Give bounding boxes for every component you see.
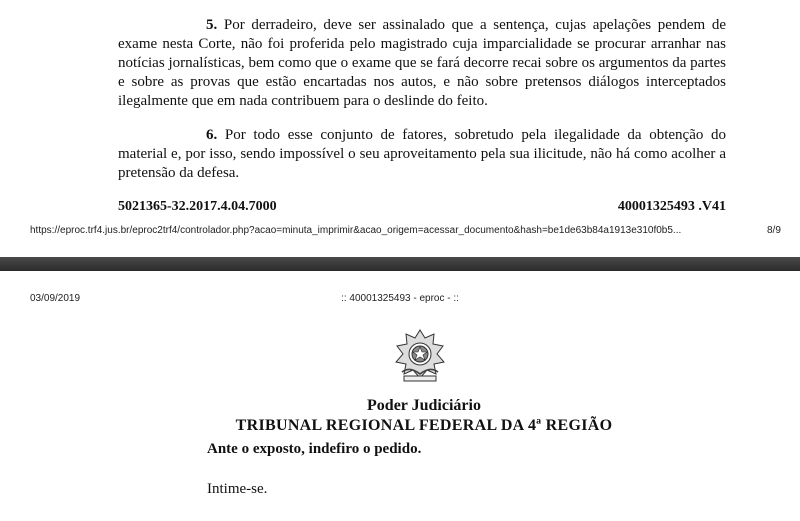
decision-text: Ante o exposto, indefiro o pedido.: [207, 441, 422, 457]
page-separator: [0, 257, 800, 271]
page-indicator: 8/9: [767, 225, 781, 236]
print-date: 03/09/2019: [30, 293, 81, 304]
court-name: Poder Judiciário: [367, 397, 481, 414]
closing-text: Intime-se.: [207, 481, 268, 497]
footer-url[interactable]: https://eproc.trf4.jus.br/eproc2trf4/controlador.php?acao=minuta_imprimir&acao_origem=acessar_documento&hash=be1de63b84a1913e310f0b5...: [30, 225, 682, 236]
process-number: 5021365-32.2017.4.04.7000: [118, 199, 277, 214]
brazil-coat-of-arms-icon: [390, 326, 450, 386]
document-page-upper: [0, 0, 800, 257]
print-header: :: 40001325493 - eproc - ::: [341, 293, 459, 304]
court-full-name: TRIBUNAL REGIONAL FEDERAL DA 4ª REGIÃO: [235, 417, 613, 434]
document-code: 40001325493 .V41: [617, 199, 726, 214]
paragraph-5-number: 5.: [206, 17, 218, 33]
paragraph-5: [118, 16, 726, 111]
paragraph-6: [118, 126, 726, 183]
paragraph-5-text: Por derradeiro, deve ser assinalado que a sentença, cujas apelações pendem de exame nesta Corte, não foi proferida pelo magistrado cuja imparcialidade se procurar arranhar nas notícias jornalísticas, bem como que o exame que se fará decorre recai sobre os argumentos da partes e sobre as provas que estão encartadas nos autos, e não sobre pretensos diálogos interceptados ilegalmente que em nada contribuem para o deslinde do feito.: [118, 17, 726, 109]
paragraph-6-number: 6.: [206, 127, 218, 143]
paragraph-6-text: Por todo esse conjunto de fatores, sobretudo pela ilegalidade da obtenção do material e, por isso, sendo impossível o seu aproveitamento pela sua ilicitude, não há como acolher a pretensão da defesa.: [118, 127, 726, 181]
